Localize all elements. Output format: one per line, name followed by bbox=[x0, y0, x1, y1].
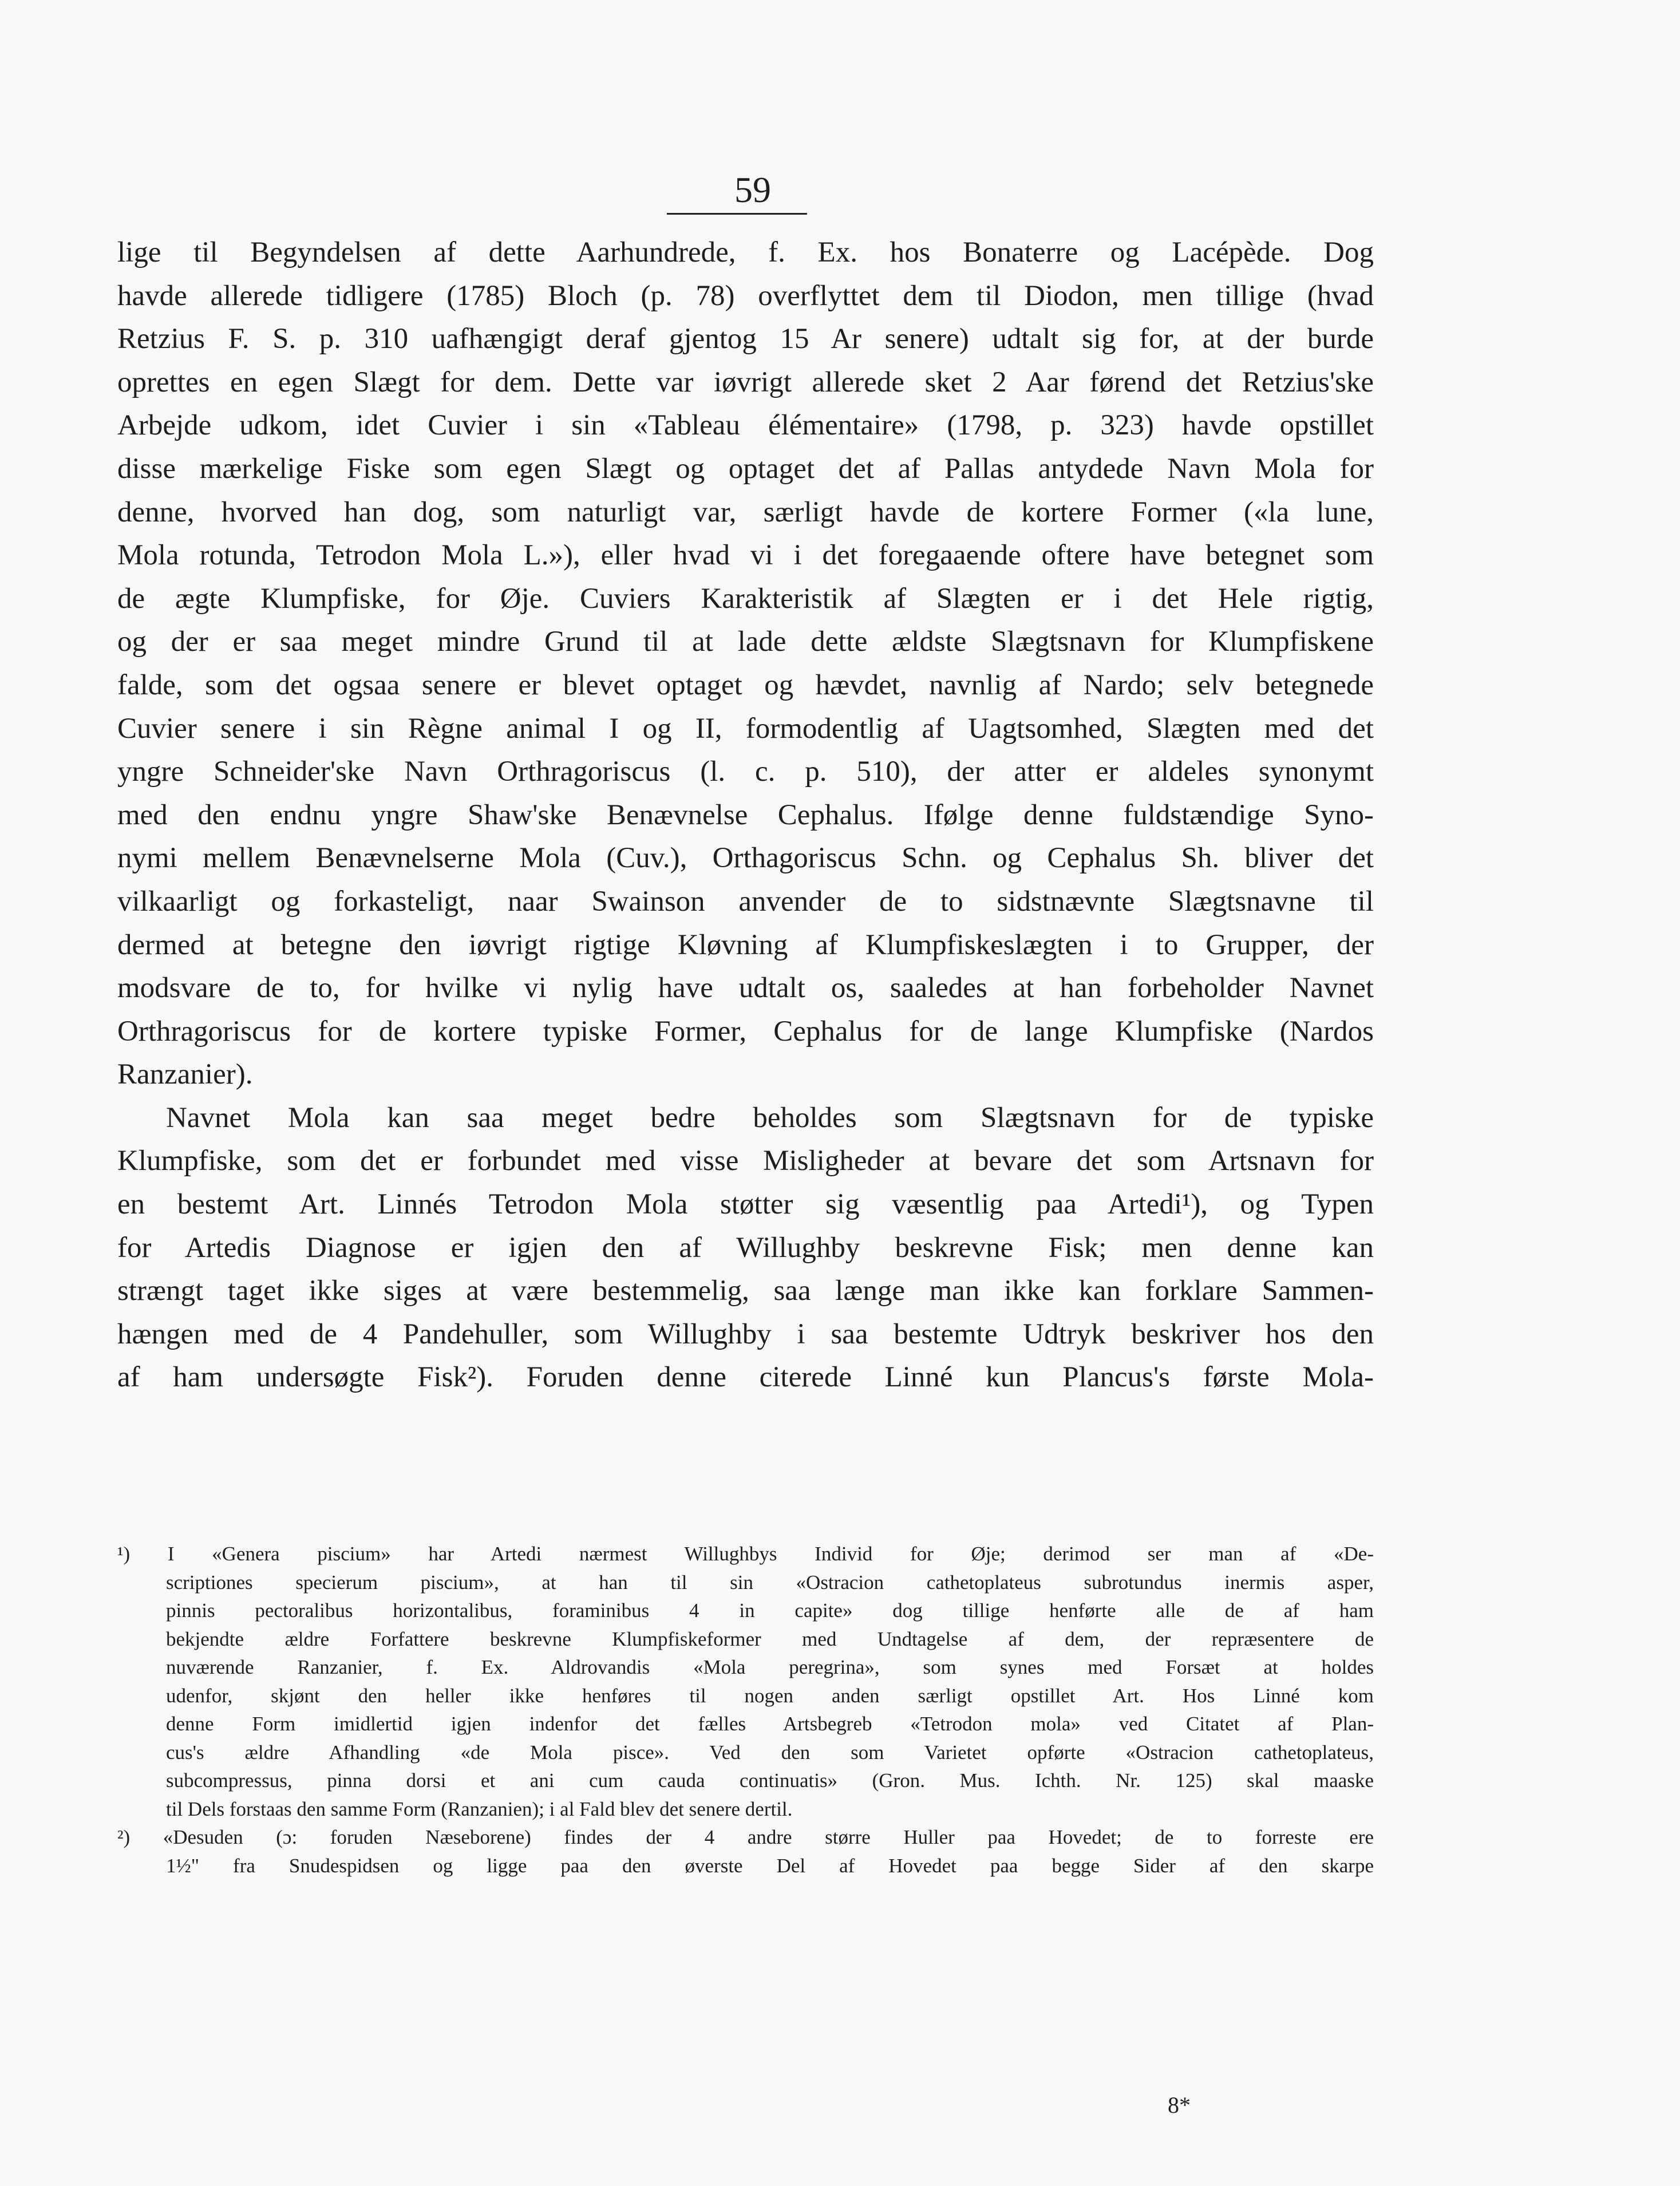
body-line: disse mærkelige Fiske som egen Slægt og optaget det af Pallas antydede Navn Mola for bbox=[117, 452, 1374, 485]
body-line: vilkaarligt og forkasteligt, naar Swainson anvender de to sidstnævnte Slægtsnavne til bbox=[117, 885, 1374, 918]
body-line: og der er saa meget mindre Grund til at lade dette ældste Slægtsnavn for Klumpfiskene bbox=[117, 626, 1374, 658]
body-line: af ham undersøgte Fisk²). Foruden denne citerede Linné kun Plancus's første Mola- bbox=[117, 1361, 1374, 1394]
body-text bbox=[117, 231, 1374, 1400]
page-number-rule bbox=[667, 213, 807, 215]
body-line: yngre Schneider'ske Navn Orthragoriscus (l. c. p. 510), der atter er aldeles synonymt bbox=[117, 756, 1374, 788]
body-line: Retzius F. S. p. 310 uafhængigt deraf gjentog 15 Ar senere) udtalt sig for, at der burde bbox=[117, 323, 1374, 355]
body-line: strængt taget ikke siges at være bestemmelig, saa længe man ikke kan forklare Sammen- bbox=[117, 1275, 1374, 1307]
body-line: modsvare de to, for hvilke vi nylig have udtalt os, saaledes at han forbeholder Navnet bbox=[117, 972, 1374, 1005]
body-line: Navnet Mola kan saa meget bedre beholdes som Slægtsnavn for de typiske bbox=[166, 1101, 1374, 1134]
body-line: denne, hvorved han dog, som naturligt var, særligt havde de kortere Former («la lune, bbox=[117, 496, 1374, 528]
footnote-line: til Dels forstaas den samme Form (Ranzanien); i al Fald blev det senere dertil. bbox=[166, 1797, 793, 1820]
footnotes bbox=[117, 1540, 1374, 1880]
body-line: falde, som det ogsaa senere er blevet optaget og hævdet, navnlig af Nardo; selv betegnede bbox=[117, 669, 1374, 701]
footnote-line: pinnis pectoralibus horizontalibus, foraminibus 4 in capite» dog tillige henførte alle de af ham bbox=[166, 1599, 1374, 1622]
page-number: 59 bbox=[734, 169, 771, 210]
body-line: Cuvier senere i sin Règne animal I og II, formodentlig af Uagtsomhed, Slægten med det bbox=[117, 712, 1374, 745]
body-line: Mola rotunda, Tetrodon Mola L.»), eller hvad vi i det foregaaende oftere have betegnet som bbox=[117, 539, 1374, 572]
body-line: Ranzanier). bbox=[117, 1058, 253, 1091]
footnote-line: 1½" fra Snudespidsen og ligge paa den øverste Del af Hovedet paa begge Sider af den skarpe bbox=[166, 1854, 1374, 1877]
footnote-line: bekjendte ældre Forfattere beskrevne Klumpfiskeformer med Undtagelse af dem, der repræsentere de bbox=[166, 1627, 1374, 1650]
body-line: Orthragoriscus for de kortere typiske Former, Cephalus for de lange Klumpfiske (Nardos bbox=[117, 1015, 1374, 1047]
signature-mark: 8* bbox=[1168, 2092, 1191, 2118]
body-line: en bestemt Art. Linnés Tetrodon Mola støtter sig væsentlig paa Artedi¹), og Typen bbox=[117, 1188, 1374, 1221]
body-line: lige til Begyndelsen af dette Aarhundrede, f. Ex. hos Bonaterre og Lacépède. Dog bbox=[117, 236, 1374, 268]
body-line: nymi mellem Benævnelserne Mola (Cuv.), Orthagoriscus Schn. og Cephalus Sh. bliver det bbox=[117, 842, 1374, 875]
body-line: Klumpfiske, som det er forbundet med visse Misligheder at bevare det som Artsnavn for bbox=[117, 1145, 1374, 1177]
footnote-line: ¹) I «Genera piscium» har Artedi nærmest Willughbys Individ for Øje; derimod ser man af «De- bbox=[117, 1543, 1374, 1565]
footnote-line: denne Form imidlertid igjen indenfor det fælles Artsbegreb «Tetrodon mola» ved Citatet af Plan- bbox=[166, 1713, 1374, 1735]
body-line: oprettes en egen Slægt for dem. Dette var iøvrigt allerede sket 2 Aar førend det Retzius'ske bbox=[117, 366, 1374, 398]
footnote-line: nuværende Ranzanier, f. Ex. Aldrovandis «Mola peregrina», som synes med Forsæt at holdes bbox=[166, 1656, 1374, 1678]
body-line: de ægte Klumpfiske, for Øje. Cuviers Karakteristik af Slægten er i det Hele rigtig, bbox=[117, 582, 1374, 615]
body-line: dermed at betegne den iøvrigt rigtige Kløvning af Klumpfiskeslægten i to Grupper, der bbox=[117, 928, 1374, 961]
footnote-line: ²) «Desuden (ɔ: foruden Næseborene) findes der 4 andre større Huller paa Hovedet; de to forreste ere bbox=[117, 1826, 1374, 1848]
footnote-line: subcompressus, pinna dorsi et ani cum cauda continuatis» (Gron. Mus. Ichth. Nr. 125) skal maaske bbox=[166, 1769, 1374, 1792]
body-line: havde allerede tidligere (1785) Bloch (p. 78) overflyttet dem til Diodon, men tillige (hvad bbox=[117, 279, 1374, 312]
body-line: Arbejde udkom, idet Cuvier i sin «Tableau élémentaire» (1798, p. 323) havde opstillet bbox=[117, 409, 1374, 442]
body-line: hængen med de 4 Pandehuller, som Willughby i saa bestemte Udtryk beskriver hos den bbox=[117, 1318, 1374, 1350]
footnote-line: cus's ældre Afhandling «de Mola pisce». Ved den som Varietet opførte «Ostracion cathetoplateus, bbox=[166, 1741, 1374, 1764]
body-line: med den endnu yngre Shaw'ske Benævnelse Cephalus. Ifølge denne fuldstændige Syno- bbox=[117, 798, 1374, 831]
body-line: for Artedis Diagnose er igjen den af Willughby beskrevne Fisk; men denne kan bbox=[117, 1231, 1374, 1264]
footnote-line: udenfor, skjønt den heller ikke henføres til nogen anden særligt opstillet Art. Hos Linné kom bbox=[166, 1684, 1374, 1707]
footnote-line: scriptiones specierum piscium», at han til sin «Ostracion cathetoplateus subrotundus inermis asper, bbox=[166, 1571, 1374, 1594]
